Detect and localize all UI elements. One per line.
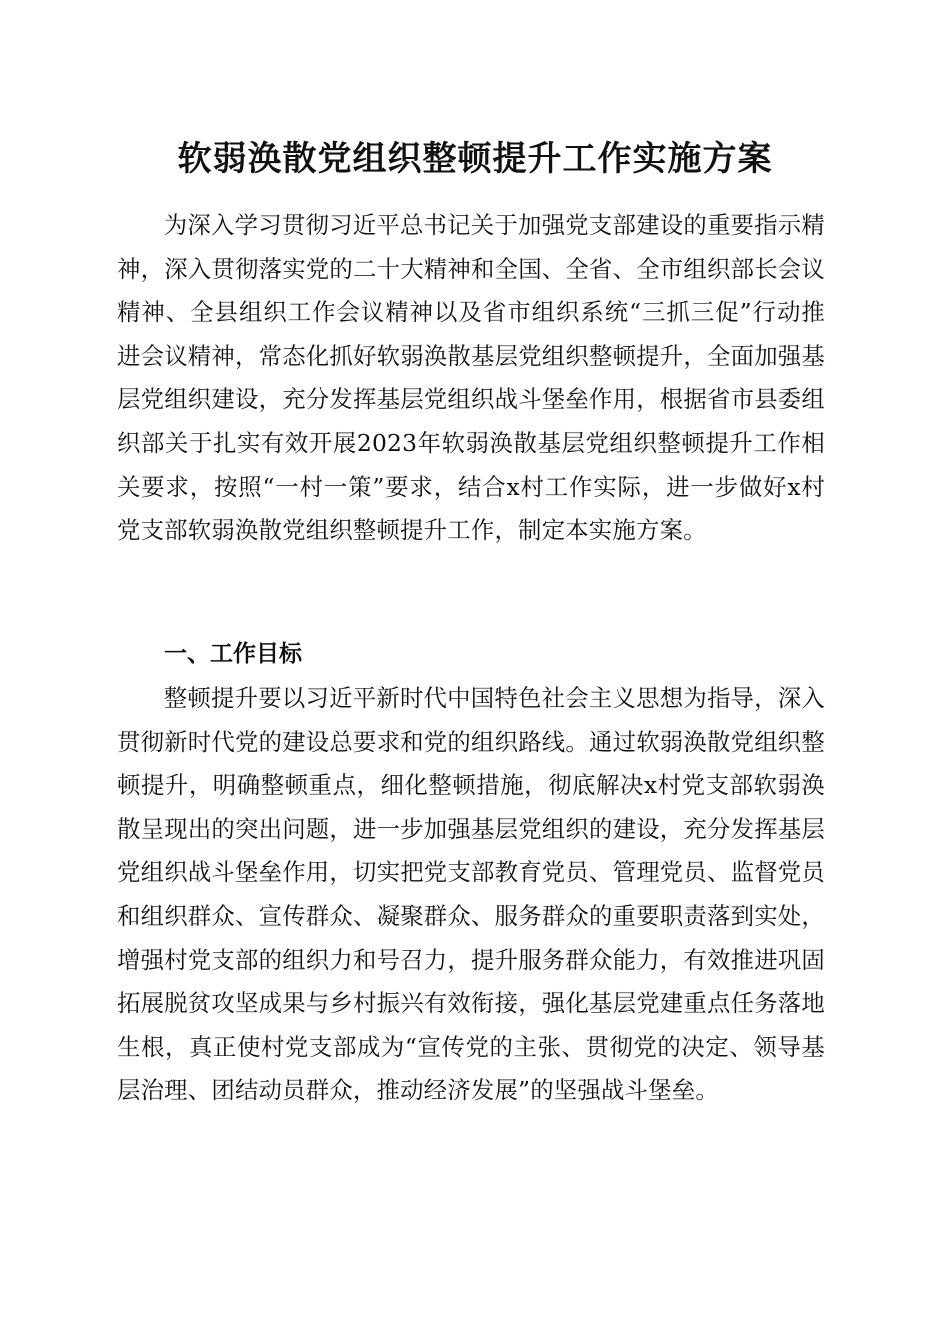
intro-paragraph: 为深入学习贯彻习近平总书记关于加强党支部建设的重要指示精神，深入贯彻落实党的二十大精神和全国、全省、全市组织部长会议精神、全县组织工作会议精神以及省市组织系统“三抓三促”行动推进会议精神，常态化抓好软弱涣散基层党组织整顿提升，全面加强基层党组织建设，充分发挥基层党组织战斗堡垒作用，根据省市县委组织部关于扎实有效开展2023年软弱涣散基层党组织整顿提升工作相关要求，按照“一村一策”要求，结合x村工作实际，进一步做好x村党支部软弱涣散党组织整顿提升工作，制定本实施方案。 (117, 211, 825, 545)
work-goals-paragraph: 整顿提升要以习近平新时代中国特色社会主义思想为指导，深入贯彻新时代党的建设总要求和党的组织路线。通过软弱涣散党组织整顿提升，明确整顿重点，细化整顿措施，彻底解决x村党支部软弱涣散呈现出的突出问题，进一步加强基层党组织的建设，充分发挥基层党组织战斗堡垒作用，切实把党支部教育党员、管理党员、监督党员和组织群众、宣传群众、凝聚群众、服务群众的重要职责落到实处，增强村党支部的组织力和号召力，提升服务群众能力，有效推进巩固拓展脱贫攻坚成果与乡村振兴有效衔接，强化基层党建重点任务落地生根，真正使村党支部成为“宣传党的主张、贯彻党的决定、领导基层治理、团结动员群众，推动经济发展”的坚强战斗堡垒。 (117, 684, 825, 1105)
section-heading-work-goals: 一、工作目标 (164, 641, 302, 667)
document-title: 软弱涣散党组织整顿提升工作实施方案 (177, 139, 773, 179)
